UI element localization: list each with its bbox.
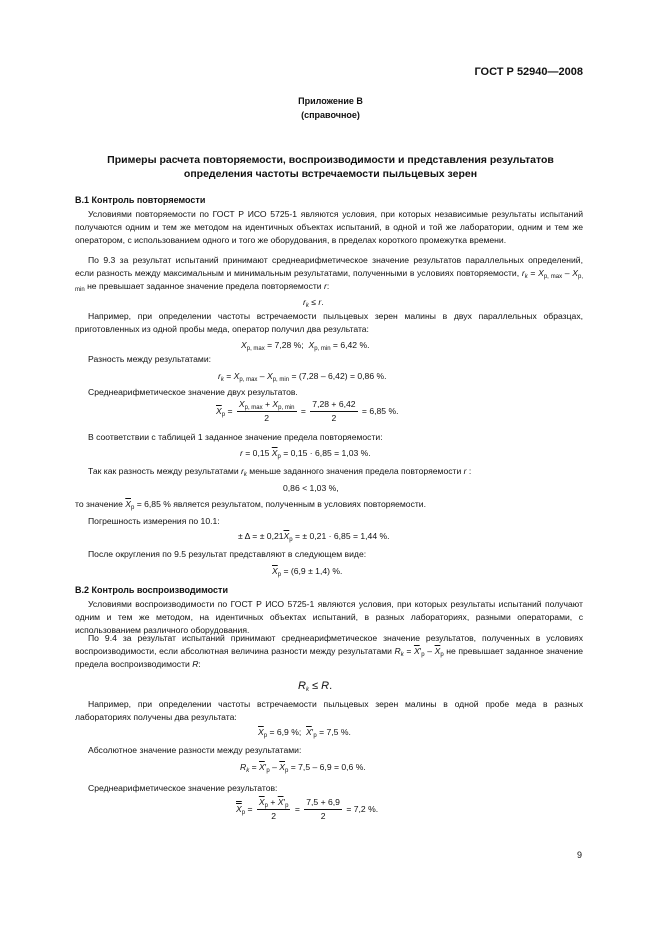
s2-p2-text-a: По 9.4 за результат испытаний принимают среднеарифметическое значение результатов, полученных в условиях воспроизводимости, если абсолютная величина разности между результатами [75, 633, 583, 656]
appendix-title: Приложение В [298, 96, 363, 106]
page-number: 9 [577, 850, 583, 860]
s1-p7-text-a: Так как разность между результатами [88, 466, 239, 476]
s2-formula-mean: $X_p$ = $\frac{\overline{X}_p + \overline{X}'_p}{2}$ = $\frac{7,5 + 6,9}{2}$ = 7,2 %. [236, 797, 379, 821]
s1-p8-text-a: то значение [75, 499, 123, 509]
s1-formula-error: ± Δ = ± $0,21\overline{X}_p$ = ± 0,21 · 6,85 = 1,44 %. [238, 531, 390, 543]
s1-p7-text-b: меньше заданного значения предела повторяемости [249, 466, 462, 476]
s1-paragraph-6: В соответствии с таблицей 1 заданное значение предела повторяемости: [88, 432, 383, 442]
s1-formula-limit: r = 0,15 $\overline{X}_p = 0,15 \cdot 6,85 = 1,03$ %. [240, 448, 371, 460]
s2-paragraph-1: Условиями воспроизводимости по ГОСТ Р ИСО 5725-1 являются условия, при которых результаты испытаний получают одним и тем же методом, на идентичных объектах испытаний, в разных лабораториях, разными операторами, с использованием различного оборудования. [75, 599, 583, 635]
s2-paragraph-3: Например, при определении частоты встречаемости пыльцевых зерен малины в одной пробе меда в разных лабораториях получены два результата: [75, 699, 583, 722]
s1-paragraph-2: По 9.3 за результат испытаний принимают среднеарифметическое значение результатов параллельных определений, если разность между максимальным и минимальным результатами, полученными в условиях повторяемости, $r_k = X_{p, max} - X_{p, min}$ не превышает заданное значение предела повторяемости r: [75, 255, 584, 293]
s1-paragraph-1: Условиями повторяемости по ГОСТ Р ИСО 5725-1 являются условия, при которых независимые результаты испытаний получаются одним и тем же методом на идентичных объектах испытаний, в одной и той же лаборатории, одним и тем же оператором, с использованием одного и того же оборудования, в пределах короткого промежутка времени. [75, 209, 583, 245]
s1-formula-mean: $\overline{X}_p$ = $\frac{X_{p, max} + X_{p, min}}{2}$ = $\frac{7,28 + 6,42}{2}$ = 6,85 %. [216, 399, 399, 423]
s1-p8-text-b: = 6,85 % является результатом, полученным в условиях повторяемости. [136, 499, 426, 509]
section-1-heading: В.1 Контроль повторяемости [75, 195, 206, 205]
s1-paragraph-3: Например, при определении частоты встречаемости пыльцевых зерен малины в двух параллельных образцах, приготовленных из одной пробы меда, оператор получил два результата: [75, 311, 583, 334]
s2-paragraph-2: По 9.4 за результат испытаний принимают среднеарифметическое значение результатов, полученных в условиях воспроизводимости, если абсолютная величина разности между результатами $R_k = \overline{X}'_p - \overline{X}_p$ не превышает заданное значение предела воспроизводимости R: [75, 633, 584, 669]
s2-formula-difference: $R_k = \overline{X}'_p - \overline{X}_p = 7,5 - 6,9 = 0,6$ %. [240, 762, 366, 774]
s1-formula-final: $\overline{X}_p = (6,9 \pm 1,4)$ %. [272, 566, 343, 578]
s1-paragraph-10: После округления по 9.5 результат представляют в следующем виде: [88, 549, 367, 559]
main-title-line-2: определения частоты встречаемости пыльцевых зерен [183, 168, 478, 180]
s1-formula-difference: $r_k = X_{p, max} - X_{p, min} = (7,28 - 6,42) = 0,86$ %. [218, 371, 387, 383]
main-title-line-1: Примеры расчета повторяемости, воспроизводимости и представления результатов [107, 154, 554, 166]
s2-formula-results: $\overline{X}_p = 6,9$ %; $\overline{X}'_p = 7,5$ %. [258, 727, 351, 739]
s1-formula-compare: 0,86 < 1,03 %, [283, 483, 339, 493]
s1-paragraph-8: то значение $\overline{X}_p = 6,85$ % является результатом, полученным в условиях повторяемости. [75, 499, 426, 511]
s1-formula-results: $X_{p, max} = 7,28$ %; $X_{p, min} = 6,42$ %. [241, 340, 370, 352]
standard-number: ГОСТ Р 52940—2008 [474, 66, 583, 78]
s2-paragraph-4: Абсолютное значение разности между результатами: [88, 745, 302, 755]
s2-paragraph-5: Среднеарифметическое значение результатов: [88, 783, 278, 793]
section-2-heading: В.2 Контроль воспроизводимости [75, 585, 228, 595]
s1-formula-condition: $r_k \le r$. [303, 297, 324, 309]
s1-paragraph-9: Погрешность измерения по 10.1: [88, 516, 220, 526]
s1-paragraph-4: Разность между результатами: [88, 354, 212, 364]
appendix-subtitle: (справочное) [301, 110, 360, 120]
s1-paragraph-7: Так как разность между результатами $r_k$ меньше заданного значения предела повторяемости r : [88, 466, 472, 478]
s1-p2-text-b: не превышает заданное значение предела повторяемости [87, 281, 322, 291]
s1-paragraph-5: Среднеарифметическое значение двух результатов. [88, 387, 298, 397]
s2-formula-condition: $R_k \le R$. [298, 680, 333, 693]
s1-p2-text-a: По 9.3 за результат испытаний принимают среднеарифметическое значение результатов параллельных определений, если разность между максимальным и минимальным результатами, полученными в условиях повторяемости, [75, 255, 583, 278]
s2-p2-text-b: не превышает заданное значение предела воспроизводимости [75, 646, 584, 669]
